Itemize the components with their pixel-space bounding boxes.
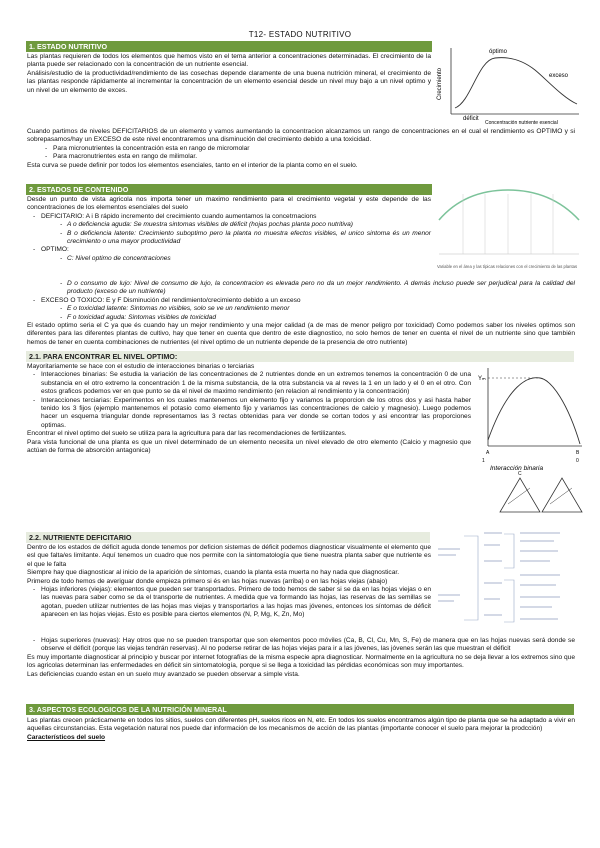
zero-label: 0 bbox=[576, 458, 579, 464]
bullet-item: - DEFICITARIO: A i B rápido incremento del crecimiento cuando aumentamos la concetrnacions bbox=[27, 213, 431, 221]
subsection-heading: Característicos del suelo bbox=[27, 733, 106, 741]
zone-dividers bbox=[463, 194, 553, 254]
one-label: 1 bbox=[482, 458, 485, 464]
paragraph: Para vista funcional de una planta es que un nivel determinado de un elemento necesita un nivel elevado de otro elemento (Calcio y magnesio que actúan de forma de absorción antagonica) bbox=[27, 438, 471, 455]
section-1-body bbox=[27, 53, 431, 95]
section-header-estados-de-contenido: 2. ESTADOS DE CONTENIDO bbox=[26, 184, 432, 195]
bullet-item: - Hojas inferiores (viejas): elementos que pueden ser transportados. Primero de todo hemos de saber si se da en las hojas viejas o en las nuevas para saber como se da el transporte de nutrientes. A medida que va formando las hojas, las reservas de las semillas se agotan, pueden utilizar nutrientes de las hojas mas viejas y transportarlos a las hojas mas jóvenes, entonces los síntomas de déficit aparecen en las hojas viejas. Esto es posible para ciertos elementos (N, P, Mg, K, Zn, Mo) bbox=[27, 586, 431, 620]
key-bracket bbox=[504, 534, 514, 568]
key-bracket bbox=[504, 580, 514, 622]
section-2-body-continued bbox=[27, 280, 575, 347]
paragraph: Las plantas requieren de todos los elementos que hemos visto en el tema anterior a concentraciones determinadas. El crecimiento de la planta puede ser relacionado con la concentración de un nutriente esencial. bbox=[27, 53, 431, 69]
key-bracket bbox=[464, 536, 478, 620]
bullet-item: - Interacciones binarias: Se estudia la variación de las concentraciones de 2 nutrientes donde en un extremos tenemos la concentración 0 de una substancia en el otro extremo la concentración 1 de la misma substancia, de la otra substancia va al reves la 1 en un lado y el 0 en el otro. Con estos graficos podemos ver en que punto se da el nivel de maximo rendimiento (en relacion al rendimiento y la concentración) bbox=[27, 371, 471, 396]
triangle-line bbox=[508, 488, 530, 504]
deficiency-key-figure bbox=[434, 524, 580, 632]
sub-bullet-item: - D o consumo de lujo: Nivel de consumo de lujo, la concentracion es elevada pero no da un mejor rendimiento. A demás incluso puede ser perjudical para la calidad del producto (exceso de un nutriente) bbox=[27, 280, 575, 297]
binary-interaction-figure bbox=[478, 364, 586, 516]
sub-bullet-item: - A o deficiencia aguda: Se muestra sintomas visibles de déficit (hojas pochas planta poco nutritiva) bbox=[27, 221, 431, 229]
sub-bullet-item: - F o toxicidad aguda: Sintomas visibles de toxicidad bbox=[27, 314, 575, 322]
a-label: A bbox=[486, 450, 490, 456]
figure-caption: Variable en el área y las típicas relaciones con el crecimiento de las plantas bbox=[437, 264, 578, 269]
bullet-item: - Hojas superiores (nuevas): Hay otros que no se pueden transportar que son elementos poco móviles (Ca, B, Cl, Cu, Mn, S, Fe) de manera que en las hojas nuevas será donde se observe el déficit (porque las viejas tendrán reservas). Al no poderse retirar de las hojas viejas para ir a las jóvenes, las jóvenes serán las que muestran el déficit bbox=[27, 637, 575, 654]
paragraph: Mayoritariamente se hace con el estudio de interacciones binarias o terciarias bbox=[27, 363, 255, 370]
growth-curve bbox=[455, 58, 577, 108]
exceso-label: exceso bbox=[549, 73, 569, 79]
paragraph: Cuando partimos de niveles DEFICITARIOS de un elemento y vamos aumentando la concentracion alcanzamos un rango de concentraciones en el cual el rendimiento es OPTIMO y si sobrepasamos/hay un EXCESO de este nivel encontraremos una disminución del crecimiento debido a una toxicidad. bbox=[27, 128, 575, 144]
sub-bullet-item: - B o deficiencia latente: Crecimiento suboptimo pero la planta no muestra efectos visibles, el unico sintoma és un menor crecimiento o una mayor productividad bbox=[27, 230, 431, 247]
section-header-aspectos-ecologicos: 3. ASPECTOS ECOLOGICOS DE LA NUTRICIÓN MINERAL bbox=[26, 704, 574, 715]
content-states-figure bbox=[433, 186, 583, 280]
paragraph: Es muy importante diagnosticar al principio y buscar por internet fotografías de la misma especie apra diagnosticar. Normalmente en la agricultura no se deja llevar a los extremos sino que los agricolas determinan las enfermedades en déficit sin sintomatología, porque si se llega a toxicidad las pérdidas económicas son muy importantes. bbox=[27, 653, 575, 670]
deficiency-key-diagram bbox=[434, 524, 580, 632]
growth-curve-figure bbox=[433, 42, 583, 127]
bullet-item: - Para micronutrientes la concentración esta en rango de micromolar bbox=[27, 145, 575, 153]
yield-curve bbox=[488, 378, 580, 444]
deficit-label: déficit bbox=[463, 116, 479, 122]
document-title: T12- ESTADO NUTRITIVO bbox=[248, 30, 352, 39]
bullet-item: - EXCESO O TOXICO: E y F Disminución del rendimiento/crecimiento debido a un exceso bbox=[27, 297, 575, 305]
interaction-label: Interacción binaria bbox=[490, 465, 544, 472]
section-2-1-body bbox=[27, 363, 471, 455]
y-axis-label: Crecimiento bbox=[437, 67, 443, 100]
b-label: B bbox=[576, 450, 580, 456]
section-2-2-body-continued bbox=[27, 637, 575, 679]
c-label: C bbox=[518, 471, 522, 477]
paragraph: Siempre hay que diagnosticar al inicio de la aparición de síntomas, cuando la planta esta muerta no hay nada que diagnosticar. bbox=[27, 569, 400, 577]
bullet-item: - Interacciones terciarias: Experimentos en los cuales mantenemos un elemento fijo y variamos la proporcion de los otros dos y asi hasta haber tenido los 3 fijos (ejemplo mantenemos el potasio como elemento fijo y variamos las concentraciones de calcio y magnesio). Luego podemos hacer un esquema triangular donde representamos las 3 rectas obtenidas para ver donde se cortan todos y asi encontrar las proporciones optimas. bbox=[27, 397, 471, 431]
paragraph: El estado optimo seria el C ya que és cuando hay un mejor rendimiento y una mejor calidad (a de mas de menor peligro por toxicidad) Como podemos saber los niveles optimos son diferentes para las diferentes plantas de cultivo, hay que tener en cuenta que dentro de este diagnostico, no solo hemos de tener en cuenta el nivel de un nutriente sino que también hemos de tener en cuenta combinaciones de nutrientes (el nivel optimo de un nutriente depende de la presencia de otro nutriente) bbox=[27, 322, 575, 346]
triangle-line bbox=[550, 488, 572, 504]
optimo-label: óptimo bbox=[489, 49, 508, 55]
paragraph: Análisis/estudio de la productividad/rendimiento de las cosechas depende claramente de una buena nutrición mineral, el crecimiento de las plantas responde rápidamente al incrementar la concentración de un elemento esencial desde un nivel muy bajo a un nivel optimo y un nivel de un elemento de exces. bbox=[27, 69, 431, 94]
bullet-item: - OPTIMO: bbox=[27, 246, 431, 254]
x-axis-label: Concentración nutriente esencial bbox=[485, 120, 558, 126]
ym-label: Yₘ bbox=[478, 376, 486, 382]
paragraph: Desde un punto de vista agricola nos importa tener un maximo rendimiento para el crecimiento vegetal y este depende de las concentraciones de los elementos esenciales del suelo bbox=[27, 196, 431, 212]
section-2-2-body bbox=[27, 544, 431, 620]
key-text-blocks bbox=[438, 532, 560, 620]
section-header-nutriente-deficitario: 2.2. NUTRIENTE DEFICITARIO bbox=[26, 532, 430, 543]
sub-bullet-item: - C: Nivel optimo de concentraciones bbox=[27, 255, 431, 263]
section-header-estado-nutritivo: 1. ESTADO NUTRITIVO bbox=[26, 41, 432, 52]
section-1-body-continued bbox=[27, 128, 575, 170]
paragraph: Esta curva se puede definir por todos los elementos esenciales, tanto en el interior de la planta como en el suelo. bbox=[27, 161, 358, 169]
yield-curve bbox=[439, 190, 579, 220]
sub-bullet-item: - E o toxicidad latente: Sintomas no visibles, solo se ve un rendimiento menor bbox=[27, 305, 575, 313]
section-2-body bbox=[27, 196, 431, 263]
bullet-item: - Para macronutrientes esta en rango de milimolar. bbox=[27, 153, 575, 161]
paragraph: Dentro de los estados de déficit aguda donde tenemos por deficion sistemas de déficit podemos diagnosticar visualmente el elemento que esl que falta/es limitante. Aquí tenemos un cuadro que nos permite con la sintomatología que tiene nuestra planta saber que nutriente es el que le falta bbox=[27, 544, 431, 568]
section-header-nivel-optimo: 2.1. PARA ENCONTRAR EL NIVEL OPTIMO: bbox=[26, 351, 574, 362]
paragraph: Las plantas crecen prácticamente en todos los sitios, suelos con diferentes pH, suelos ricos en N, etc. En todos los suelos encontramos algún tipo de planta que se ha adaptado a vivir en aquellas circunstancias. Esta vegetación natural nos puede dar información de los mecanismos de acción de las plantas (importante conocer el suelo para mejorar la prodcción) bbox=[27, 717, 575, 733]
paragraph: Encontrar el nivel optimo del suelo se utiliza para la agricultura para dar las recomendaciones de fertilizantes. bbox=[27, 430, 347, 438]
paragraph: Las deficiencias cuando estan en un suelo muy avanzado se pueden observar a simple vista. bbox=[27, 670, 300, 678]
section-3-body bbox=[27, 717, 575, 742]
paragraph: Primero de todo hemos de averiguar donde empieza primero si és en las hojas nuevas (arriba) o en las hojas viejas (abajo) bbox=[27, 577, 388, 585]
